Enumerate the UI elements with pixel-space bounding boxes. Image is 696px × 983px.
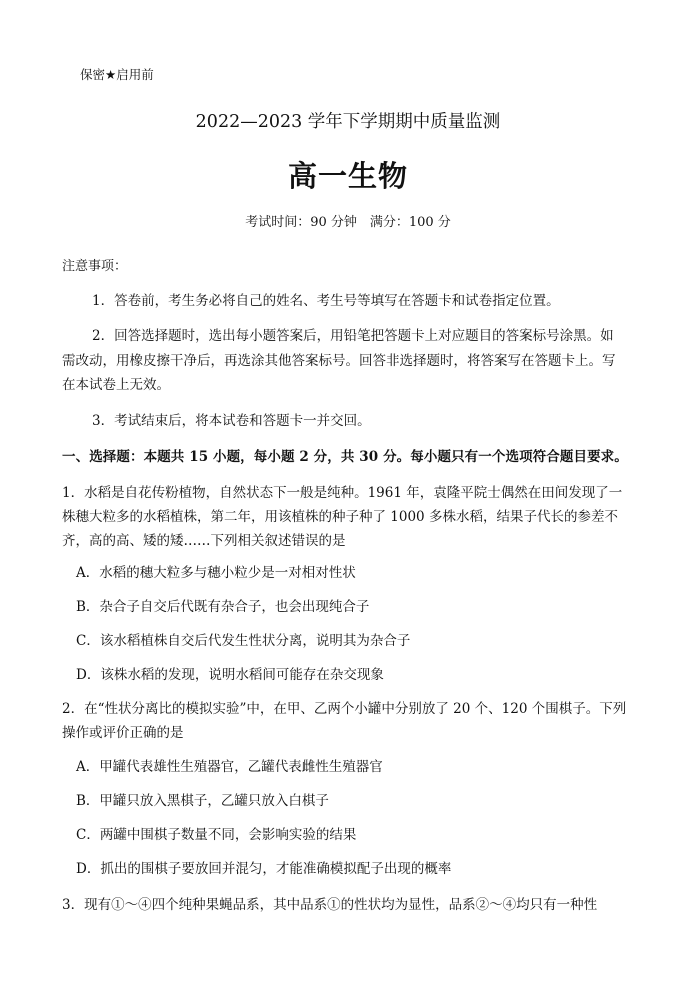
question-2-option-c: C．两罐中围棋子数量不同，会影响实验的结果 xyxy=(76,827,357,843)
question-1-stem-line-2: 株穗大粒多的水稻植株，第二年，用该植株的种子种了 1000 多株水稻，结果子代长的参差不 xyxy=(62,509,618,525)
question-2-option-d: D．抓出的围棋子要放回并混匀，才能准确模拟配子出现的概率 xyxy=(76,861,452,877)
question-2-stem-line-2: 操作或评价正确的是 xyxy=(62,725,184,741)
notice-item-2-line-2: 需改动，用橡皮擦干净后，再选涂其他答案标号。回答非选择题时，将答案写在答题卡上。写 xyxy=(62,353,616,369)
question-2-option-b: B．甲罐只放入黑棋子，乙罐只放入白棋子 xyxy=(76,793,329,809)
question-3-stem-line-1: 3．现有①～④四个纯种果蝇品系，其中品系①的性状均为显性，品系②～④均只有一种性 xyxy=(62,897,598,913)
question-1-stem-line-1: 1．水稻是自花传粉植物，自然状态下一般是纯种。1961 年，袁隆平院士偶然在田间发现了一 xyxy=(62,485,623,501)
notice-item-2-line-3: 在本试卷上无效。 xyxy=(62,377,170,393)
exam-title: 2022—2023 学年下学期期中质量监测 xyxy=(195,112,501,132)
question-1-option-b: B．杂合子自交后代既有杂合子，也会出现纯合子 xyxy=(76,599,370,615)
question-1-option-c: C．该水稻植株自交后代发生性状分离，说明其为杂合子 xyxy=(76,633,411,649)
question-1-option-d: D．该株水稻的发现，说明水稻间可能存在杂交现象 xyxy=(76,667,384,683)
notice-item-1: 1．答卷前，考生务必将自己的姓名、考生号等填写在答题卡和试卷指定位置。 xyxy=(92,293,560,309)
question-1-stem-line-3: 齐，高的高、矮的矮……下列相关叙述错误的是 xyxy=(62,533,346,549)
question-1-option-a: A．水稻的穗大粒多与穗小粒少是一对相对性状 xyxy=(76,565,356,581)
notice-item-3: 3．考试结束后，将本试卷和答题卡一并交回。 xyxy=(92,413,371,429)
notice-item-2-line-1: 2．回答选择题时，选出每小题答案后，用铅笔把答题卡上对应题目的答案标号涂黑。如 xyxy=(92,328,614,344)
question-2-option-a: A．甲罐代表雄性生殖器官，乙罐代表雌性生殖器官 xyxy=(76,759,383,775)
section-heading: 一、选择题：本题共 15 小题，每小题 2 分，共 30 分。每小题只有一个选项符合题目要求。 xyxy=(62,449,628,465)
confidential-label: 保密★启用前 xyxy=(80,67,154,82)
subject-title: 高一生物 xyxy=(287,159,408,193)
question-2-stem-line-1: 2．在“性状分离比的模拟实验”中，在甲、乙两个小罐中分别放了 20 个、120 个围棋子。下列 xyxy=(62,701,627,717)
notice-heading: 注意事项： xyxy=(62,259,128,274)
exam-info: 考试时间：90 分钟 满分：100 分 xyxy=(245,215,451,230)
